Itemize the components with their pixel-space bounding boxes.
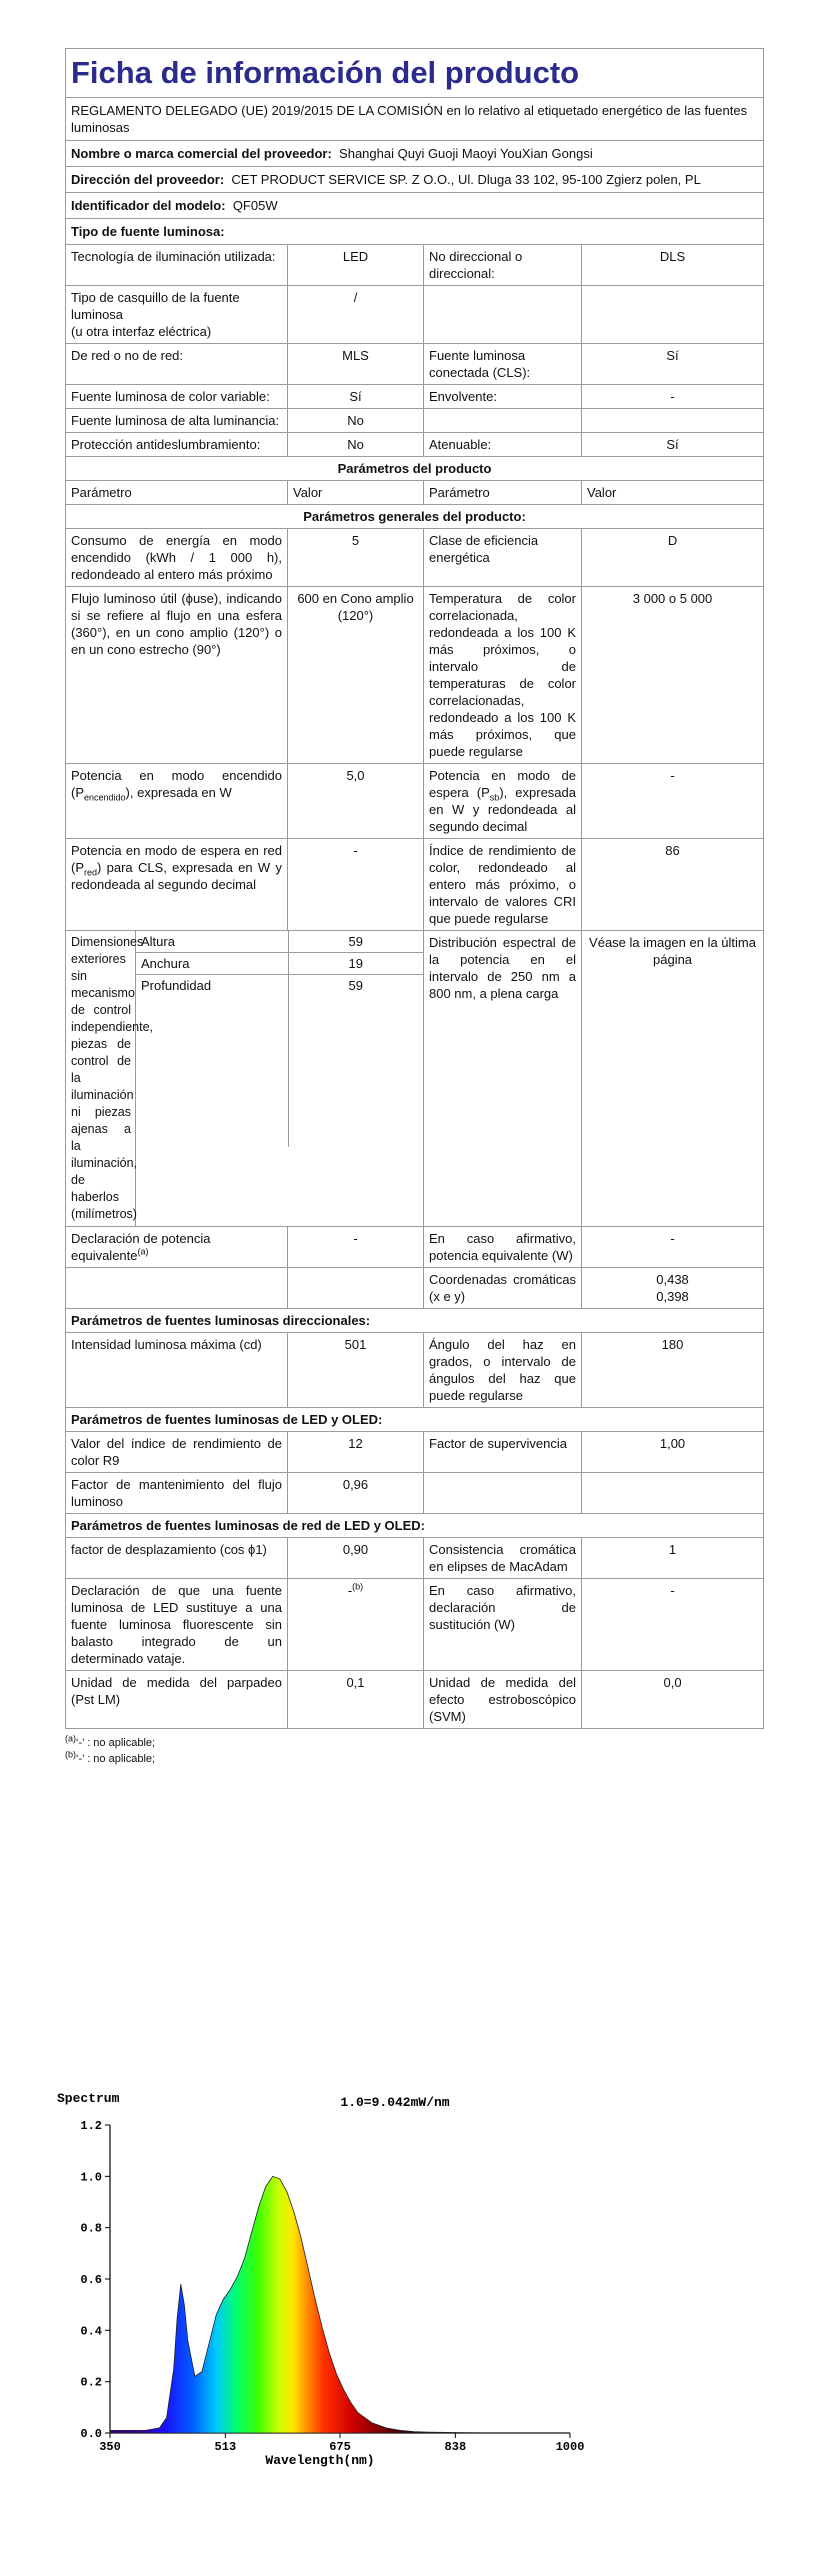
x-tick-label: 838 <box>444 2440 467 2454</box>
param-row <box>66 1227 764 1268</box>
equivalent-power-label <box>66 1227 288 1268</box>
colour-consistency-value: 1 <box>582 1538 764 1579</box>
fluorescent-replacement-value <box>288 1579 424 1671</box>
displacement-value: 0,90 <box>288 1538 424 1579</box>
type-value: No <box>288 433 424 457</box>
type-value: - <box>582 385 764 409</box>
flux-value: 600 en Cono amplio (120°) <box>288 587 424 764</box>
equivalent-power-text: Declaración de potencia equivalente <box>71 1231 211 1263</box>
type-label <box>424 286 582 344</box>
type-label: De red o no de red: <box>66 344 288 385</box>
intensity-label: Intensidad luminosa máxima (cd) <box>66 1333 288 1408</box>
r9-label: Valor del índice de rendimiento de color R9 <box>66 1432 288 1473</box>
type-row <box>66 245 764 286</box>
spectrum-area <box>110 2176 570 2433</box>
param-row <box>66 1579 764 1671</box>
type-value: Sí <box>582 433 764 457</box>
general-params-heading: Parámetros generales del producto: <box>66 505 764 529</box>
cri-label: Índice de rendimiento de color, redondeado al entero más próximo, o intervalo de valores CRI que puede regularse <box>424 839 582 931</box>
networked-standby-text: Potencia en modo de espera en red (P <box>71 843 282 875</box>
type-value: / <box>288 286 424 344</box>
x-tick-label: 350 <box>99 2440 121 2454</box>
maintenance-label: Factor de mantenimiento del flujo luminoso <box>66 1473 288 1514</box>
product-params-heading: Parámetros del producto <box>66 457 764 481</box>
supplier-address-label: Dirección del proveedor: <box>71 172 225 187</box>
cct-label: Temperatura de color correlacionada, redondeada a los 100 K más próximos, o intervalo de temperaturas de color correlacionadas, redondeado a los 100 K más próximos, que puede regularse <box>424 587 582 764</box>
type-value: No <box>288 409 424 433</box>
fluorescent-replacement-text: - <box>347 1583 353 1598</box>
energy-label: Consumo de energía en modo encendido (kWh / 1 000 h), redondeado al entero más próximo <box>66 529 288 587</box>
model-row <box>66 193 764 219</box>
type-label: Fuente luminosa de color variable: <box>66 385 288 409</box>
dimension-name: Profundidad <box>136 975 288 1148</box>
dimensions-cell <box>136 931 424 1227</box>
colour-consistency-label: Consistencia cromática en elipses de MacAdam <box>424 1538 582 1579</box>
dimension-row <box>136 931 423 953</box>
networked-standby-text-end: ) para CLS, expresada en W y redondeada al segundo decimal <box>71 860 282 892</box>
y-tick-label: 1.2 <box>80 2119 102 2133</box>
fluorescent-replacement-label: Declaración de que una fuente luminosa de LED sustituye a una fuente luminosa fluorescente sin balasto integrado de un determinado vataje. <box>66 1579 288 1671</box>
intensity-value: 501 <box>288 1333 424 1408</box>
supplier-name-label: Nombre o marca comercial del proveedor: <box>71 146 332 161</box>
energy-value: 5 <box>288 529 424 587</box>
spd-value: Véase la imagen en la última página <box>582 931 764 1227</box>
param-row <box>66 839 764 931</box>
empty-cell <box>288 1268 424 1309</box>
equivalent-watts-value: - <box>582 1227 764 1268</box>
empty-cell <box>424 1473 582 1514</box>
type-row <box>66 409 764 433</box>
type-label: Envolvente: <box>424 385 582 409</box>
on-mode-power-value: 5,0 <box>288 764 424 839</box>
footnote-ref: (a) <box>137 1246 149 1257</box>
supplier-name: Shanghai Quyi Guoji Maoyi YouXian Gongsi <box>339 146 593 161</box>
replacement-watts-value: - <box>582 1579 764 1671</box>
type-row <box>66 344 764 385</box>
col-value: Valor <box>288 481 424 505</box>
survival-value: 1,00 <box>582 1432 764 1473</box>
chromaticity-label: Coordenadas cromáticas (x e y) <box>424 1268 582 1309</box>
y-tick-label: 0.0 <box>80 2427 102 2441</box>
type-row <box>66 286 764 344</box>
type-value: MLS <box>288 344 424 385</box>
type-value <box>582 409 764 433</box>
y-tick-label: 0.6 <box>80 2273 102 2287</box>
chromaticity-value <box>582 1268 764 1309</box>
standby-power-value: - <box>582 764 764 839</box>
cap-type-label-note: (u otra interfaz eléctrica) <box>71 324 212 339</box>
footnote-mark: (a) <box>65 1733 76 1744</box>
type-value: Sí <box>582 344 764 385</box>
networked-standby-label <box>66 839 288 931</box>
type-label: Protección antideslumbramiento: <box>66 433 288 457</box>
flux-label: Flujo luminoso útil (ϕuse), indicando si se refiere al flujo en una esfera (360°), en un cono amplio (120°) o en un cono estrecho (90°) <box>66 587 288 764</box>
type-label: Fuente luminosa de alta luminancia: <box>66 409 288 433</box>
type-label <box>424 409 582 433</box>
footnote-a <box>65 1735 763 1751</box>
type-row <box>66 433 764 457</box>
directional-heading: Parámetros de fuentes luminosas direccionales: <box>66 1309 764 1333</box>
column-header-row <box>66 481 764 505</box>
type-label <box>66 286 288 344</box>
chromaticity-x: 0,438 <box>656 1272 689 1287</box>
x-tick-label: 675 <box>329 2440 351 2454</box>
beam-angle-value: 180 <box>582 1333 764 1408</box>
param-row <box>66 587 764 764</box>
col-param: Parámetro <box>66 481 288 505</box>
standby-power-text: Potencia en modo de espera (P <box>429 768 576 800</box>
stroboscopic-label: Unidad de medida del efecto estroboscópico (SVM) <box>424 1671 582 1729</box>
equivalent-watts-label: En caso afirmativo, potencia equivalente (W) <box>424 1227 582 1268</box>
type-label: Atenuable: <box>424 433 582 457</box>
param-row <box>66 1268 764 1309</box>
mains-heading: Parámetros de fuentes luminosas de red de LED y OLED: <box>66 1514 764 1538</box>
param-row <box>66 1671 764 1729</box>
empty-cell <box>66 1268 288 1309</box>
on-mode-power-label <box>66 764 288 839</box>
param-row <box>66 931 764 1227</box>
type-label: Tecnología de iluminación utilizada: <box>66 245 288 286</box>
supplier-address-row <box>66 167 764 193</box>
type-value: LED <box>288 245 424 286</box>
standby-power-label <box>424 764 582 839</box>
chart-title: Spectrum <box>57 2091 120 2106</box>
supplier-address: CET PRODUCT SERVICE SP. Z O.O., Ul. Dluga 33 102, 95-100 Zgierz polen, PL <box>231 172 701 187</box>
param-row <box>66 1432 764 1473</box>
source-type-heading: Tipo de fuente luminosa: <box>66 219 764 245</box>
class-label: Clase de eficiencia energética <box>424 529 582 587</box>
supplier-name-row <box>66 141 764 167</box>
maintenance-value: 0,96 <box>288 1473 424 1514</box>
cri-value: 86 <box>582 839 764 931</box>
footnotes <box>65 1735 763 1767</box>
type-row <box>66 385 764 409</box>
cct-value: 3 000 o 5 000 <box>582 587 764 764</box>
empty-cell <box>582 1473 764 1514</box>
param-row <box>66 529 764 587</box>
page-title: Ficha de información del producto <box>66 49 764 98</box>
dimensions-table <box>136 931 423 1147</box>
on-mode-power-subscript: encendido <box>84 792 126 803</box>
dimension-row <box>136 953 423 975</box>
r9-value: 12 <box>288 1432 424 1473</box>
equivalent-power-value: - <box>288 1227 424 1268</box>
dimension-value: 59 <box>348 978 363 993</box>
y-tick-label: 0.2 <box>80 2375 102 2390</box>
type-value: DLS <box>582 245 764 286</box>
on-mode-power-text: Potencia en modo encendido (P <box>71 768 282 800</box>
regulation-text: REGLAMENTO DELEGADO (UE) 2019/2015 DE LA COMISIÓN en lo relativo al etiquetado energético de las fuentes luminosas <box>66 98 764 141</box>
type-value: Sí <box>288 385 424 409</box>
flicker-label: Unidad de medida del parpadeo (Pst LM) <box>66 1671 288 1729</box>
y-tick-label: 0.4 <box>80 2324 102 2339</box>
networked-standby-subscript: red <box>84 867 98 878</box>
info-table <box>65 48 764 1729</box>
param-row <box>66 1538 764 1579</box>
standby-power-text-end: ), expresada en W y redondeada al segundo decimal <box>429 785 576 834</box>
flicker-value: 0,1 <box>288 1671 424 1729</box>
y-tick-label: 1.0 <box>80 2170 102 2185</box>
dimensions-label: Dimensiones exteriores sin mecanismo de control independiente, piezas de control de la iluminación ni piezas ajenas a la iluminación, de haberlos (milímetros) <box>66 931 136 1227</box>
beam-angle-label: Ángulo del haz en grados, o intervalo de ángulos del haz que puede regularse <box>424 1333 582 1408</box>
param-row <box>66 1473 764 1514</box>
type-value <box>582 286 764 344</box>
dimension-value: 19 <box>288 953 423 975</box>
dimension-value: 59 <box>288 931 423 953</box>
footnote-b <box>65 1751 763 1767</box>
type-label: No direccional o direccional: <box>424 245 582 286</box>
x-axis-label: Wavelength(nm) <box>265 2453 375 2468</box>
replacement-watts-label: En caso afirmativo, declaración de sustitución (W) <box>424 1579 582 1671</box>
dimension-name: Altura <box>136 931 288 953</box>
footnote-ref: (b) <box>352 1581 364 1592</box>
cap-type-label: Tipo de casquillo de la fuente luminosa <box>71 290 240 322</box>
on-mode-power-text-end: ), expresada en W <box>125 785 232 800</box>
x-tick-label: 1000 <box>555 2440 585 2454</box>
dimension-row <box>136 975 423 1148</box>
standby-power-subscript: sb <box>489 792 500 803</box>
model-label: Identificador del modelo: <box>71 198 226 213</box>
footnote-text: ‘-’ : no aplicable; <box>76 1737 156 1749</box>
dimension-name: Anchura <box>136 953 288 975</box>
spd-label: Distribución espectral de la potencia en el intervalo de 250 nm a 800 nm, a plena carga <box>424 931 582 1227</box>
y-tick-label: 0.8 <box>80 2221 102 2236</box>
x-tick-label: 513 <box>214 2440 237 2454</box>
footnote-text: ‘-’ : no aplicable; <box>76 1753 156 1765</box>
param-row <box>66 1333 764 1408</box>
col-value: Valor <box>582 481 764 505</box>
chromaticity-y: 0,398 <box>656 1289 689 1304</box>
networked-standby-value: - <box>288 839 424 931</box>
class-value: D <box>582 529 764 587</box>
product-information-sheet <box>65 48 763 1767</box>
spectrum-chart <box>55 2088 600 2468</box>
led-heading: Parámetros de fuentes luminosas de LED y OLED: <box>66 1408 764 1432</box>
chart-annotation: 1.0=9.042mW/nm <box>340 2095 450 2110</box>
footnote-mark: (b) <box>65 1749 76 1760</box>
col-param: Parámetro <box>424 481 582 505</box>
type-label: Fuente luminosa conectada (CLS): <box>424 344 582 385</box>
displacement-label: factor de desplazamiento (cos ϕ1) <box>66 1538 288 1579</box>
stroboscopic-value: 0,0 <box>582 1671 764 1729</box>
survival-label: Factor de supervivencia <box>424 1432 582 1473</box>
model-id: QF05W <box>232 198 278 213</box>
param-row <box>66 764 764 839</box>
